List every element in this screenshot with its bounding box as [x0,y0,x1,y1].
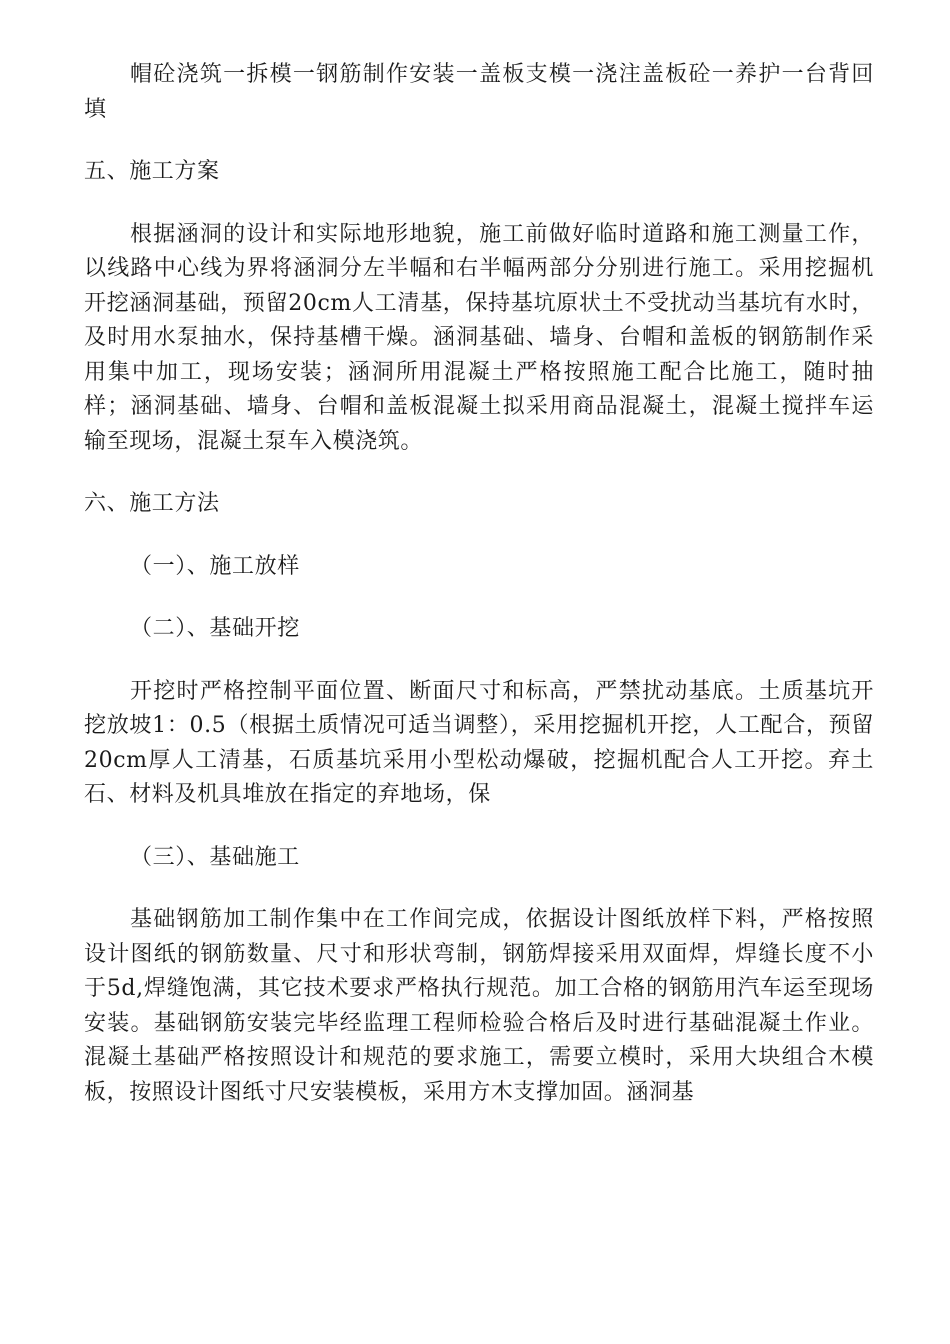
paragraph-foundation: 基础钢筋加工制作集中在工作间完成，依据设计图纸放样下料，严格按照设计图纸的钢筋数量、尺寸和形状弯制，钢筋焊接采用双面焊，焊缝长度不小于5d,焊缝饱满，其它技术要求严格执行规范。加工合格的钢筋用汽车运至现场安装。基础钢筋安装完毕经监理工程师检验合格后及时进行基础混凝土作业。混凝土基础严格按照设计和规范的要求施工，需要立模时，采用大块组合木模板，按照设计图纸寸尺安装模板，采用方木支撑加固。涵洞基 [84,907,874,1105]
section-heading-construction-method: 六、施工方法 [84,491,220,516]
subsection-heading-excavation: （二）、基础开挖 [130,616,300,641]
paragraph-excavation: 开挖时严格控制平面位置、断面尺寸和标高，严禁扰动基底。土质基坑开挖放坡1：0.5（根据土质情况可适当调整），采用挖掘机开挖，人工配合，预留20cm厚人工清基，石质基坑采用小型松动爆破，挖掘机配合人工开挖。弃土石、材料及机具堆放在指定的弃地场，保 [84,678,874,807]
paragraph-process-sequence: 帽砼浇筑一拆模一钢筋制作安装一盖板支模一浇注盖板砼一养护一台背回填 [84,62,874,122]
section-heading-construction-plan: 五、施工方案 [84,159,220,184]
document-page [84,58,874,1110]
paragraph-construction-plan: 根据涵洞的设计和实际地形地貌，施工前做好临时道路和施工测量工作，以线路中心线为界将涵洞分左半幅和右半幅两部分分别进行施工。采用挖掘机开挖涵洞基础，预留20cm人工清基，保持基坑原状土不受扰动当基坑有水时，及时用水泵抽水，保持基槽干燥。涵洞基础、墙身、台帽和盖板的钢筋制作采用集中加工，现场安装；涵洞所用混凝土严格按照施工配合比施工，随时抽样；涵洞基础、墙身、台帽和盖板混凝土拟采用商品混凝土，混凝土搅拌车运输至现场，混凝土泵车入模浇筑。 [84,221,874,454]
subsection-heading-foundation: （三）、基础施工 [130,844,300,870]
subsection-heading-layout: （一）、施工放样 [130,553,300,579]
